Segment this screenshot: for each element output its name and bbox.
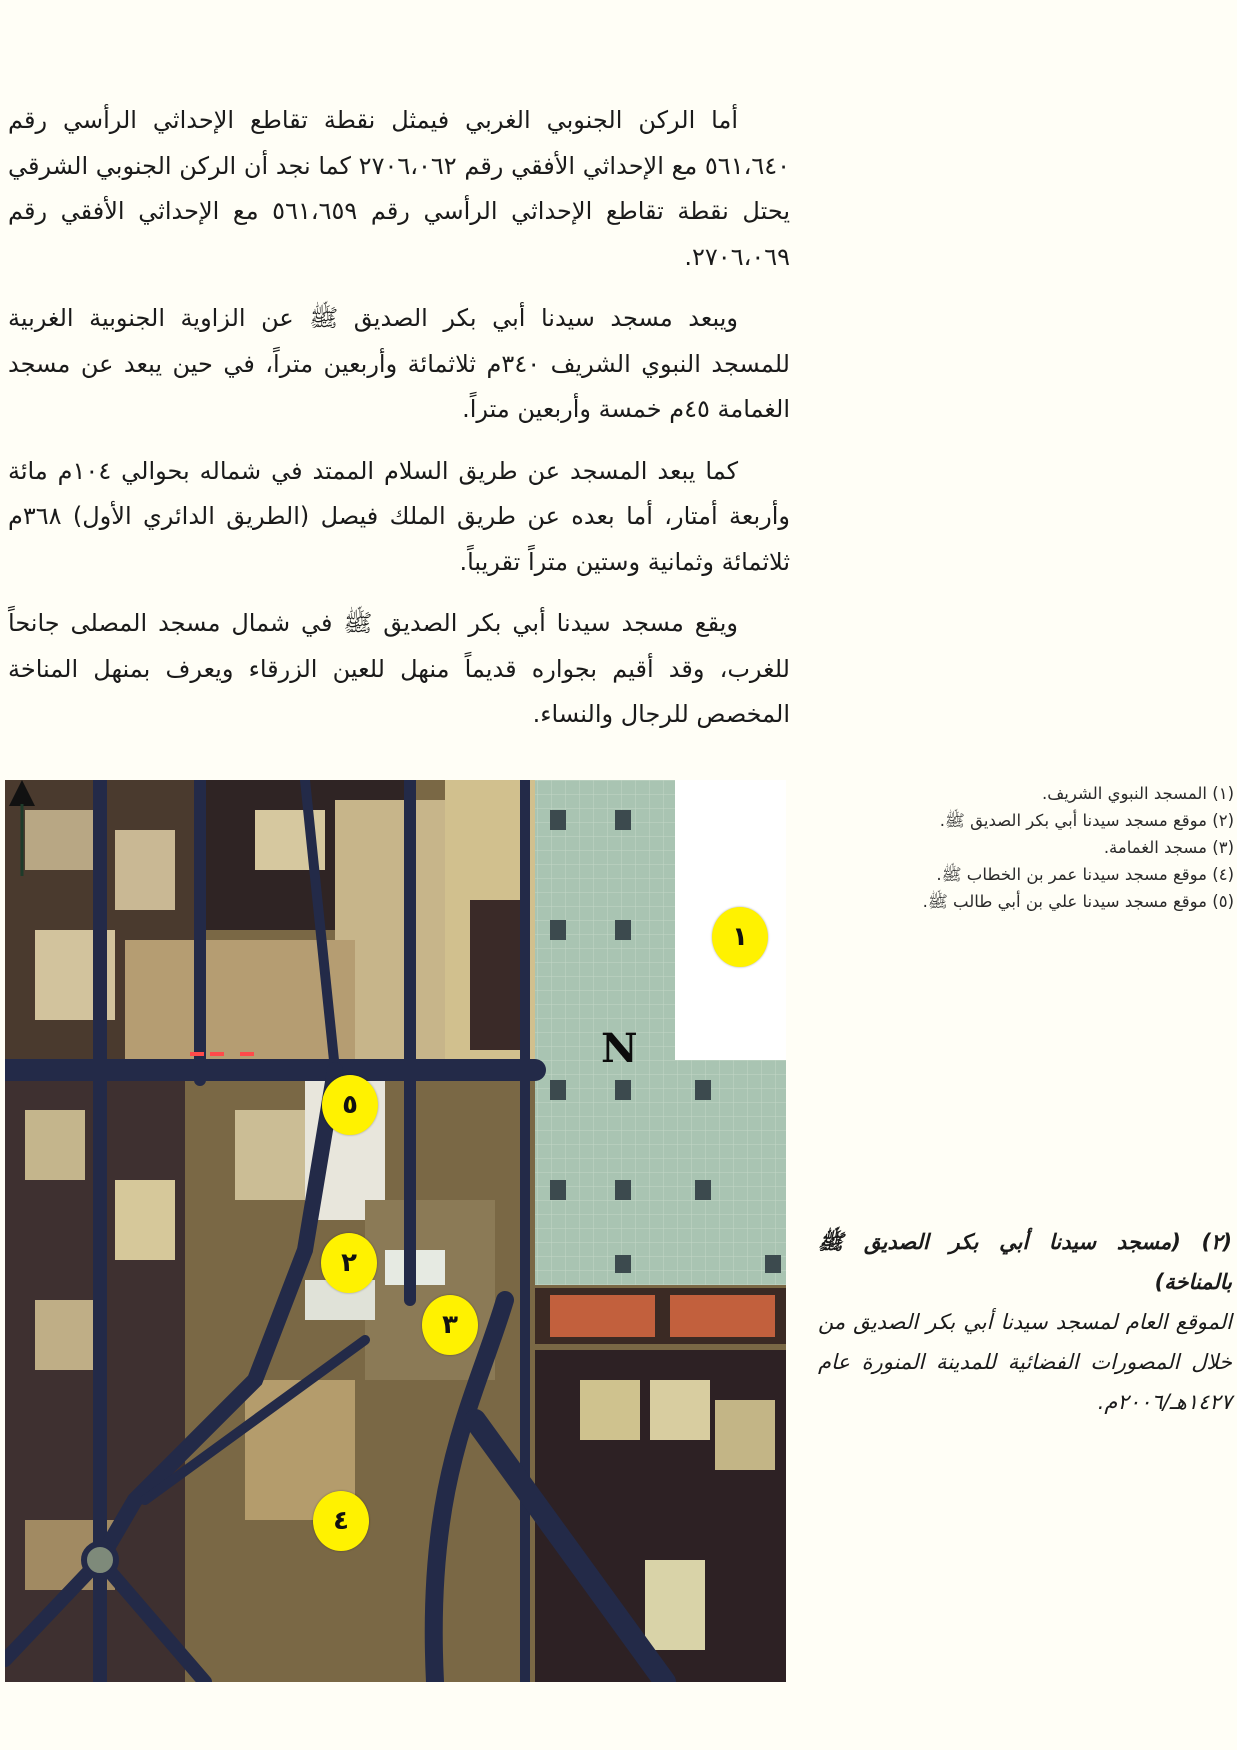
marker-label: ٤	[333, 1506, 349, 1536]
caption-body: الموقع العام لمسجد سيدنا أبي بكر الصديق من خلال المصورات الفضائية للمدينة المنورة عام ١٤٢٧هـ/٢٠٠٦م.	[818, 1310, 1232, 1414]
legend-item-5: (٥) موقع مسجد سيدنا علي بن أبي طالب ﷺ.	[922, 892, 1234, 911]
map-legend	[826, 780, 1234, 915]
map-marker-3	[422, 1295, 478, 1355]
satellite-map	[5, 780, 786, 1682]
article-body	[8, 98, 790, 754]
map-marker-2	[321, 1233, 377, 1293]
paragraph-distance-haram: ويبعد مسجد سيدنا أبي بكر الصديق ﷺ عن الزاوية الجنوبية الغربية للمسجد النبوي الشريف ٣٤٠م ثلاثمائة وأربعين متراً، في حين يبعد عن مسجد الغمامة ٤٥م خمسة وأربعين متراً.	[8, 304, 790, 423]
figure-caption	[818, 1222, 1232, 1422]
marker-label: ٥	[342, 1090, 358, 1120]
north-arrow-icon	[5, 780, 39, 940]
paragraph-coordinates: أما الركن الجنوبي الغربي فيمثل نقطة تقاطع الإحداثي الرأسي رقم ٥٦١،٦٤٠ مع الإحداثي الأفقي رقم ٢٧٠٦،٠٦٢ كما نجد أن الركن الجنوبي الشرقي يحتل نقطة تقاطع الإحداثي الرأسي رقم ٥٦١،٦٥٩ مع الإحداثي الأفقي رقم ٢٧٠٦،٠٦٩.	[8, 106, 790, 271]
paragraph-distance-roads: كما يبعد المسجد عن طريق السلام الممتد في شماله بحوالي ١٠٤م مائة وأربعة أمتار، أما بعده عن طريق الملك فيصل (الطريق الدائري الأول) ٣٦٨م ثلاثمائة وثمانية وستين متراً تقريباً.	[8, 456, 790, 576]
north-label: N	[601, 1025, 638, 1072]
marker-label: ٣	[442, 1310, 458, 1340]
legend-item-2: (٢) موقع مسجد سيدنا أبي بكر الصديق ﷺ.	[939, 811, 1234, 830]
paragraph-location: ويقع مسجد سيدنا أبي بكر الصديق ﷺ في شمال مسجد المصلى جانحاً للغرب، وقد أقيم بجواره قديماً منهل للعين الزرقاء ويعرف بمنهل المناخة المخصص للرجال والنساء.	[8, 609, 790, 728]
legend-item-1: (١) المسجد النبوي الشريف.	[1041, 784, 1234, 803]
legend-item-4: (٤) موقع مسجد سيدنا عمر بن الخطاب ﷺ.	[936, 865, 1234, 884]
marker-label: ١	[732, 922, 748, 952]
map-marker-4	[313, 1491, 369, 1551]
map-marker-1	[712, 907, 768, 967]
map-marker-5	[322, 1075, 378, 1135]
caption-title: (٢) (مسجد سيدنا أبي بكر الصديق ﷺ بالمناخة)	[818, 1230, 1232, 1294]
satellite-imagery	[5, 780, 786, 1682]
legend-item-3: (٣) مسجد الغمامة.	[1103, 838, 1234, 857]
marker-label: ٢	[341, 1248, 357, 1278]
